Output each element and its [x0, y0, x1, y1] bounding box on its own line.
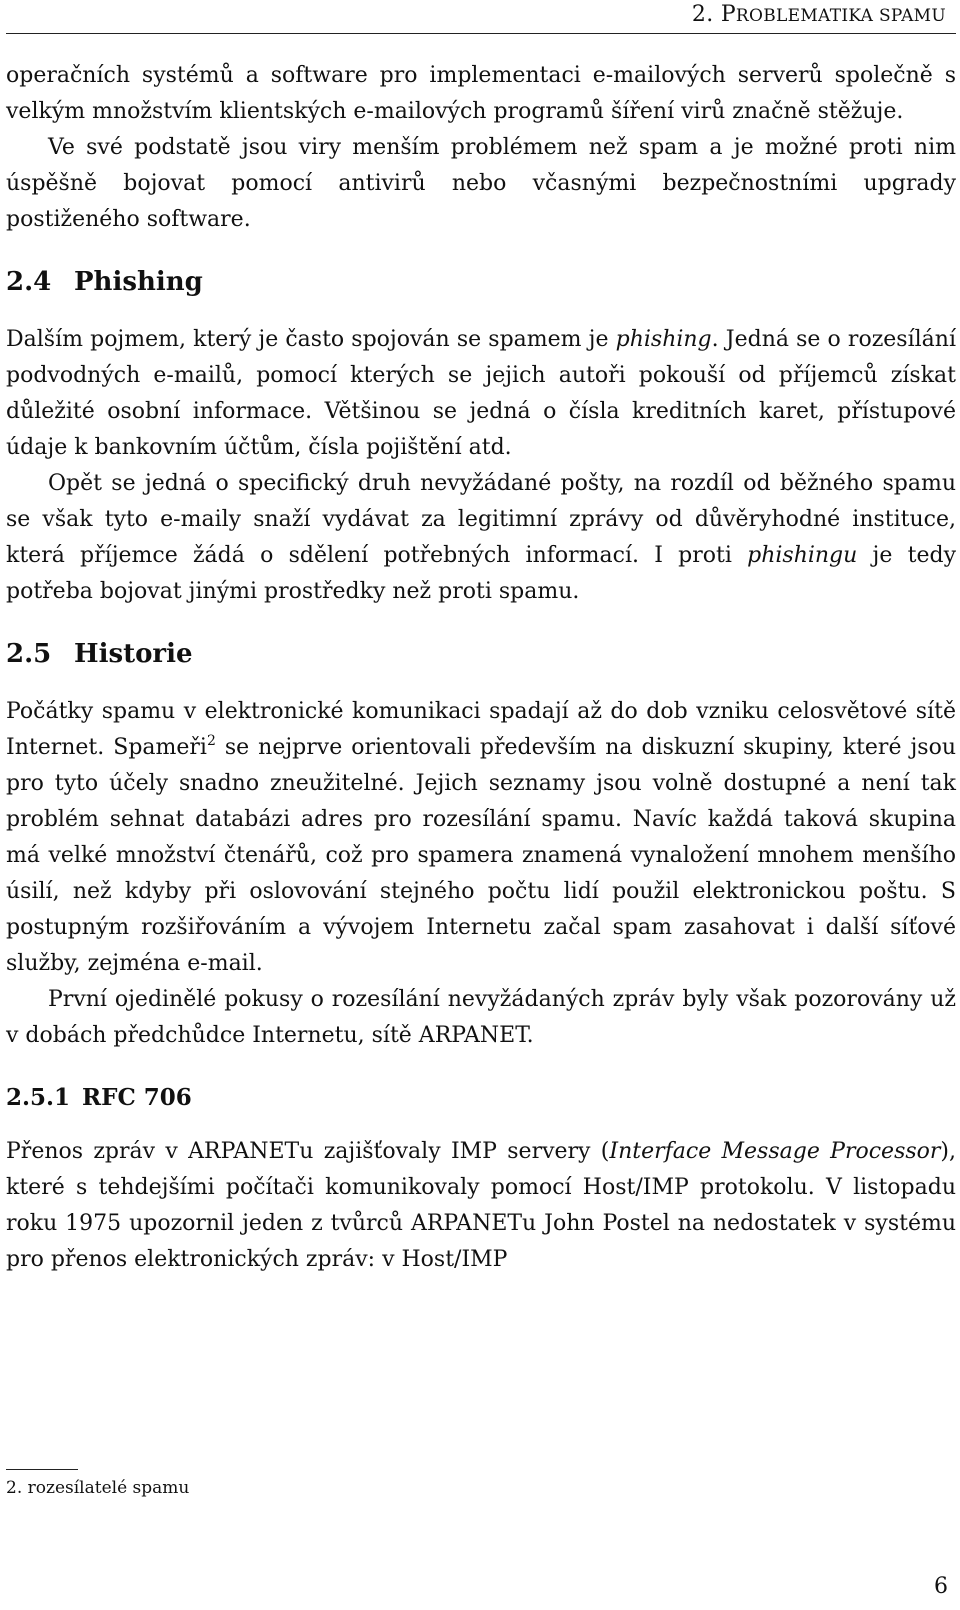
- section-heading-phishing: [6, 264, 956, 300]
- chapter-title-rest: ROBLEMATIKA SPAMU: [735, 6, 946, 26]
- paragraph-historie-1: [6, 694, 956, 982]
- section-heading-historie: [6, 636, 956, 672]
- section-number: 2.5: [6, 639, 52, 669]
- text-run: Dalším pojmem, který je často spojován se spamem je: [6, 327, 616, 352]
- page-number: 6: [934, 1574, 948, 1599]
- running-header: [692, 2, 946, 27]
- emphasis-term: phishing: [615, 327, 712, 352]
- page-body: [6, 58, 956, 1278]
- footnote-text: rozesílatelé spamu: [27, 1478, 190, 1498]
- header-rule: [6, 33, 956, 34]
- paragraph-phishing-2: [6, 466, 956, 610]
- subsection-title: RFC 706: [82, 1084, 192, 1111]
- footnote-number: 2.: [6, 1478, 23, 1498]
- text-run: . Jedná se o rozesílání podvodných e-mailů, pomocí kterých se jejich autoři pokouší od příjemců získat důležité osobní informace. Většinou se jedná o čísla kreditních karet, přístupové údaje k bankovním účtům, čísla pojištění atd.: [6, 327, 956, 460]
- section-title: Phishing: [74, 267, 203, 297]
- emphasis-term: Interface Message Processor: [609, 1139, 941, 1164]
- chapter-number: 2.: [691, 2, 714, 27]
- text-run: Přenos zpráv v ARPANETu zajišťovaly IMP servery (: [6, 1139, 610, 1164]
- text-run: ), které s tehdejšími počítači komunikovaly pomocí Host/IMP protokolu. V listopadu roku 1975 upozornil jeden z tvůrců ARPANETu John Postel na nedostatek v systému pro přenos elektronických zpráv: v Host/IMP: [6, 1139, 956, 1272]
- chapter-title-initial: P: [720, 2, 736, 27]
- footnote: [6, 1478, 189, 1498]
- paragraph-rfc706: [6, 1134, 956, 1278]
- text-run: se nejprve orientovali především na diskuzní skupiny, které jsou pro tyto účely snadno zneužitelné. Jejich seznamy jsou volně dostupné a není tak problém sehnat databázi adres pro rozesílání spamu. Navíc každá taková skupina má velké množství čtenářů, což pro spamera znamená vynaložení mnohem menšího úsilí, než kdyby při oslovování stejného počtu lidí použil elektronickou poštu. S postupným rozšiřováním a vývojem Internetu začal spam zasahovat i další síťové služby, zejména e-mail.: [6, 735, 956, 976]
- document-page: [6, 0, 956, 1610]
- paragraph-viruses: Ve své podstatě jsou viry menším problémem než spam a je možné proti nim úspěšně bojovat pomocí antivirů nebo včasnými bezpečnostními upgrady postiženého software.: [6, 135, 956, 232]
- paragraph-phishing-1: [6, 322, 956, 466]
- footnote-marker: 2: [206, 733, 216, 749]
- paragraph-historie-2: První ojedinělé pokusy o rozesílání nevyžádaných zpráv byly však pozorovány už v dobách předchůdce Internetu, sítě ARPANET.: [6, 987, 956, 1048]
- text-run: Opět se jedná o specifický druh nevyžádané pošty, na rozdíl od běžného spamu se však tyto e-maily snaží vydávat za legitimní zprávy od důvěryhodné instituce, která příjemce žádá o sdělení potřebných informací. I proti: [6, 471, 956, 568]
- text-run: Počátky spamu v elektronické komunikaci spadají až do dob vzniku celosvětové sítě Internet. Spameři: [6, 699, 956, 760]
- text-run: je tedy potřeba bojovat jinými prostředky než proti spamu.: [6, 543, 956, 604]
- emphasis-term: phishingu: [747, 543, 858, 568]
- subsection-number: 2.5.1: [6, 1084, 71, 1111]
- section-number: 2.4: [6, 267, 52, 297]
- section-title: Historie: [74, 639, 193, 669]
- paragraph-continued: operačních systémů a software pro implementaci e-mailových serverů společně s velkým množstvím klientských e-mailových programů šíření virů značně stěžuje.: [6, 63, 956, 124]
- footnote-rule: [6, 1469, 78, 1470]
- subsection-heading-rfc706: [6, 1080, 956, 1116]
